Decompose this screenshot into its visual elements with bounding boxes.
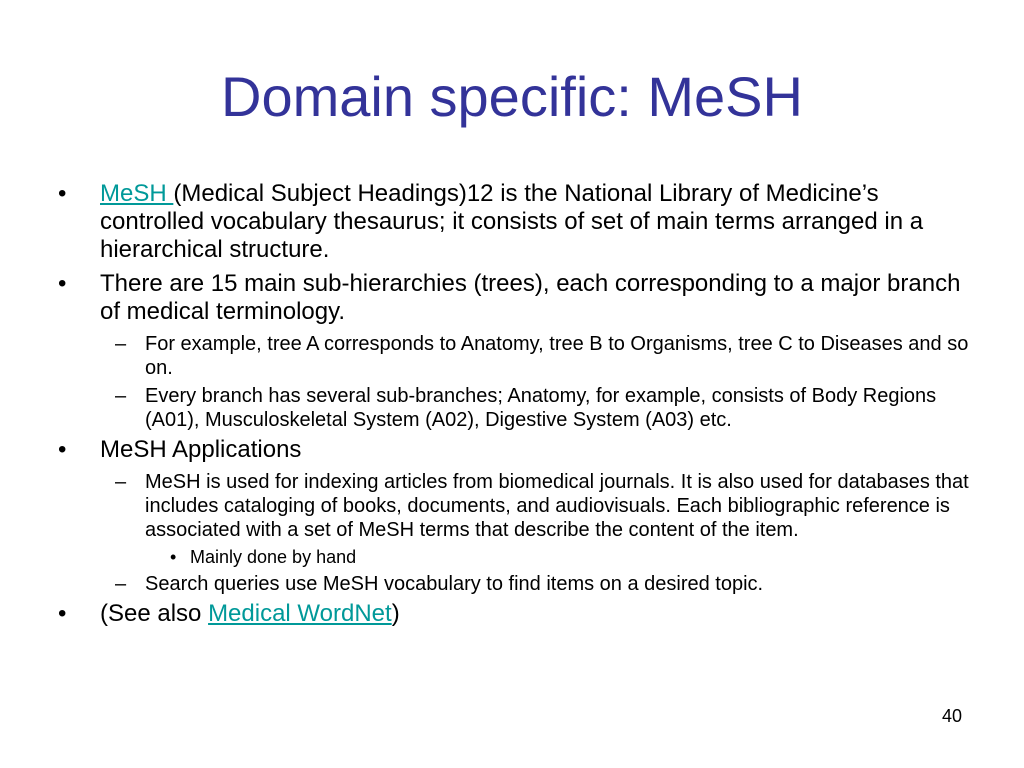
sub-hierarchies-text: There are 15 main sub-hierarchies (trees), each corresponding to a major branch of medical terminology. [100,270,961,325]
see-also-suffix: ) [391,600,400,627]
slide-content [58,180,978,634]
mesh-link[interactable]: MeSH [100,180,174,207]
sub-bullet-sub-branches [58,384,978,432]
bullet-mesh-applications [58,436,978,464]
bullet-marker: • [58,600,67,627]
mesh-applications-text: MeSH Applications [100,436,302,463]
see-also-prefix: (See also [100,600,209,627]
bullet-marker: • [58,180,67,207]
dash-marker: – [115,471,127,493]
bullet-marker: • [58,436,67,463]
bullet-mesh-definition [58,180,978,264]
by-hand-text: Mainly done by hand [190,547,357,567]
search-queries-text: Search queries use MeSH vocabulary to find items on a desired topic. [145,573,764,595]
medical-wordnet-link[interactable]: Medical WordNet [208,600,392,627]
dash-marker: – [115,573,127,595]
sub-sub-bullet-by-hand [58,546,978,568]
dash-marker: – [115,333,127,355]
sub-bullet-indexing [58,470,978,542]
bullet-marker: • [58,270,67,297]
bullet-sub-hierarchies [58,270,978,326]
page-number: 40 [941,706,962,726]
mesh-definition-text: (Medical Subject Headings)12 is the National Library of Medicine’s controlled vocabulary thesaurus; it consists of set of main terms arranged in a hierarchical structure. [100,180,924,263]
small-bullet-marker: • [170,547,177,567]
dash-marker: – [115,385,127,407]
indexing-text: MeSH is used for indexing articles from biomedical journals. It is also used for databases that includes cataloging of books, documents, and audiovisuals. Each bibliographic reference is associated with a set of MeSH terms that describe the content of the item. [145,471,969,541]
sub-branches-text: Every branch has several sub-branches; Anatomy, for example, consists of Body Regions (A01), Musculoskeletal System (A02), Digestive System (A03) etc. [145,385,937,431]
bullet-see-also [58,600,978,628]
slide-title: Domain specific: MeSH [221,65,803,128]
sub-bullet-search-queries [58,572,978,596]
tree-example-text: For example, tree A corresponds to Anatomy, tree B to Organisms, tree C to Diseases and so on. [145,333,969,379]
sub-bullet-tree-example [58,332,978,380]
